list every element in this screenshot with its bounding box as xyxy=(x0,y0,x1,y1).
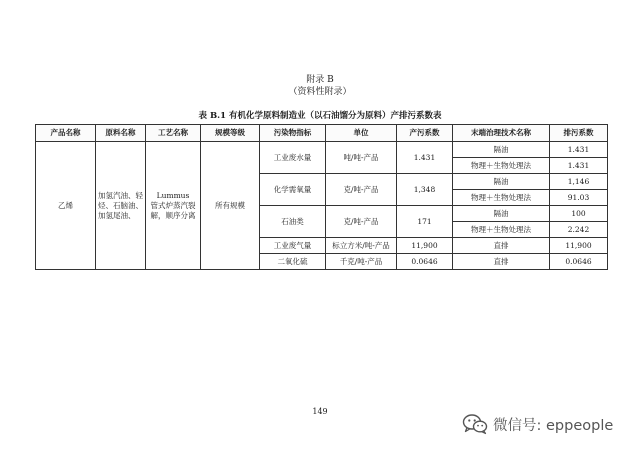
scale-cell: 所有规模 xyxy=(201,142,260,270)
col-header-pollutant: 污染物指标 xyxy=(260,125,326,142)
generation-cell: 11,900 xyxy=(397,238,453,254)
discharge-cell: 1,146 xyxy=(550,174,608,190)
discharge-cell: 1.431 xyxy=(550,142,608,158)
unit-cell: 克/吨-产品 xyxy=(326,206,397,238)
col-header-process: 工艺名称 xyxy=(146,125,201,142)
generation-cell: 171 xyxy=(397,206,453,238)
generation-cell: 1.431 xyxy=(397,142,453,174)
watermark-text: 微信号: eppeople xyxy=(493,417,614,434)
product-cell: 乙烯 xyxy=(36,142,96,270)
discharge-cell: 11,900 xyxy=(550,238,608,254)
emission-coefficient-table xyxy=(35,124,608,270)
treatment-cell: 隔油 xyxy=(453,206,550,222)
process-name: Lummus xyxy=(156,190,190,200)
pollutant-cell: 工业废水量 xyxy=(260,142,326,174)
generation-cell: 1,348 xyxy=(397,174,453,206)
discharge-cell: 0.0646 xyxy=(550,254,608,270)
treatment-cell: 隔油 xyxy=(453,142,550,158)
table-row xyxy=(36,142,608,158)
pollutant-cell: 工业废气量 xyxy=(260,238,326,254)
process-cell xyxy=(146,142,201,270)
col-header-raw-material: 原料名称 xyxy=(96,125,146,142)
generation-cell: 0.0646 xyxy=(397,254,453,270)
wechat-watermark xyxy=(462,412,613,436)
table-caption: 表 B.1 有机化学原料制造业（以石油馏分为原料）产排污系数表 xyxy=(198,111,442,121)
page-number: 149 xyxy=(312,407,328,416)
pollutant-cell: 二氧化硫 xyxy=(260,254,326,270)
appendix-title: 附录 B xyxy=(306,75,334,85)
col-header-scale: 规模等级 xyxy=(201,125,260,142)
treatment-cell: 直排 xyxy=(453,238,550,254)
col-header-product: 产品名称 xyxy=(36,125,96,142)
treatment-cell: 物理＋生物处理法 xyxy=(453,222,550,238)
unit-cell: 千克/吨-产品 xyxy=(326,254,397,270)
discharge-cell: 2.242 xyxy=(550,222,608,238)
col-header-generation: 产污系数 xyxy=(397,125,453,142)
header-row xyxy=(36,125,608,142)
treatment-cell: 直排 xyxy=(453,254,550,270)
treatment-cell: 物理＋生物处理法 xyxy=(453,190,550,206)
wechat-icon xyxy=(462,413,488,435)
col-header-treatment: 末端治理技术名称 xyxy=(453,125,550,142)
raw-material-cell: 加氢汽油、轻烃、石脑油、加氢尾油、 xyxy=(96,142,146,270)
discharge-cell: 100 xyxy=(550,206,608,222)
process-description: 管式炉蒸汽裂解，顺序分离 xyxy=(150,200,196,220)
col-header-discharge: 排污系数 xyxy=(550,125,608,142)
treatment-cell: 物理＋生物处理法 xyxy=(453,158,550,174)
unit-cell: 克/吨-产品 xyxy=(326,174,397,206)
discharge-cell: 1.431 xyxy=(550,158,608,174)
discharge-cell: 91.03 xyxy=(550,190,608,206)
unit-cell: 吨/吨-产品 xyxy=(326,142,397,174)
col-header-unit: 单位 xyxy=(326,125,397,142)
appendix-subtitle: （资料性附录） xyxy=(288,87,352,97)
treatment-cell: 隔油 xyxy=(453,174,550,190)
pollutant-cell: 化学需氧量 xyxy=(260,174,326,206)
unit-cell: 标立方米/吨-产品 xyxy=(326,238,397,254)
pollutant-cell: 石油类 xyxy=(260,206,326,238)
